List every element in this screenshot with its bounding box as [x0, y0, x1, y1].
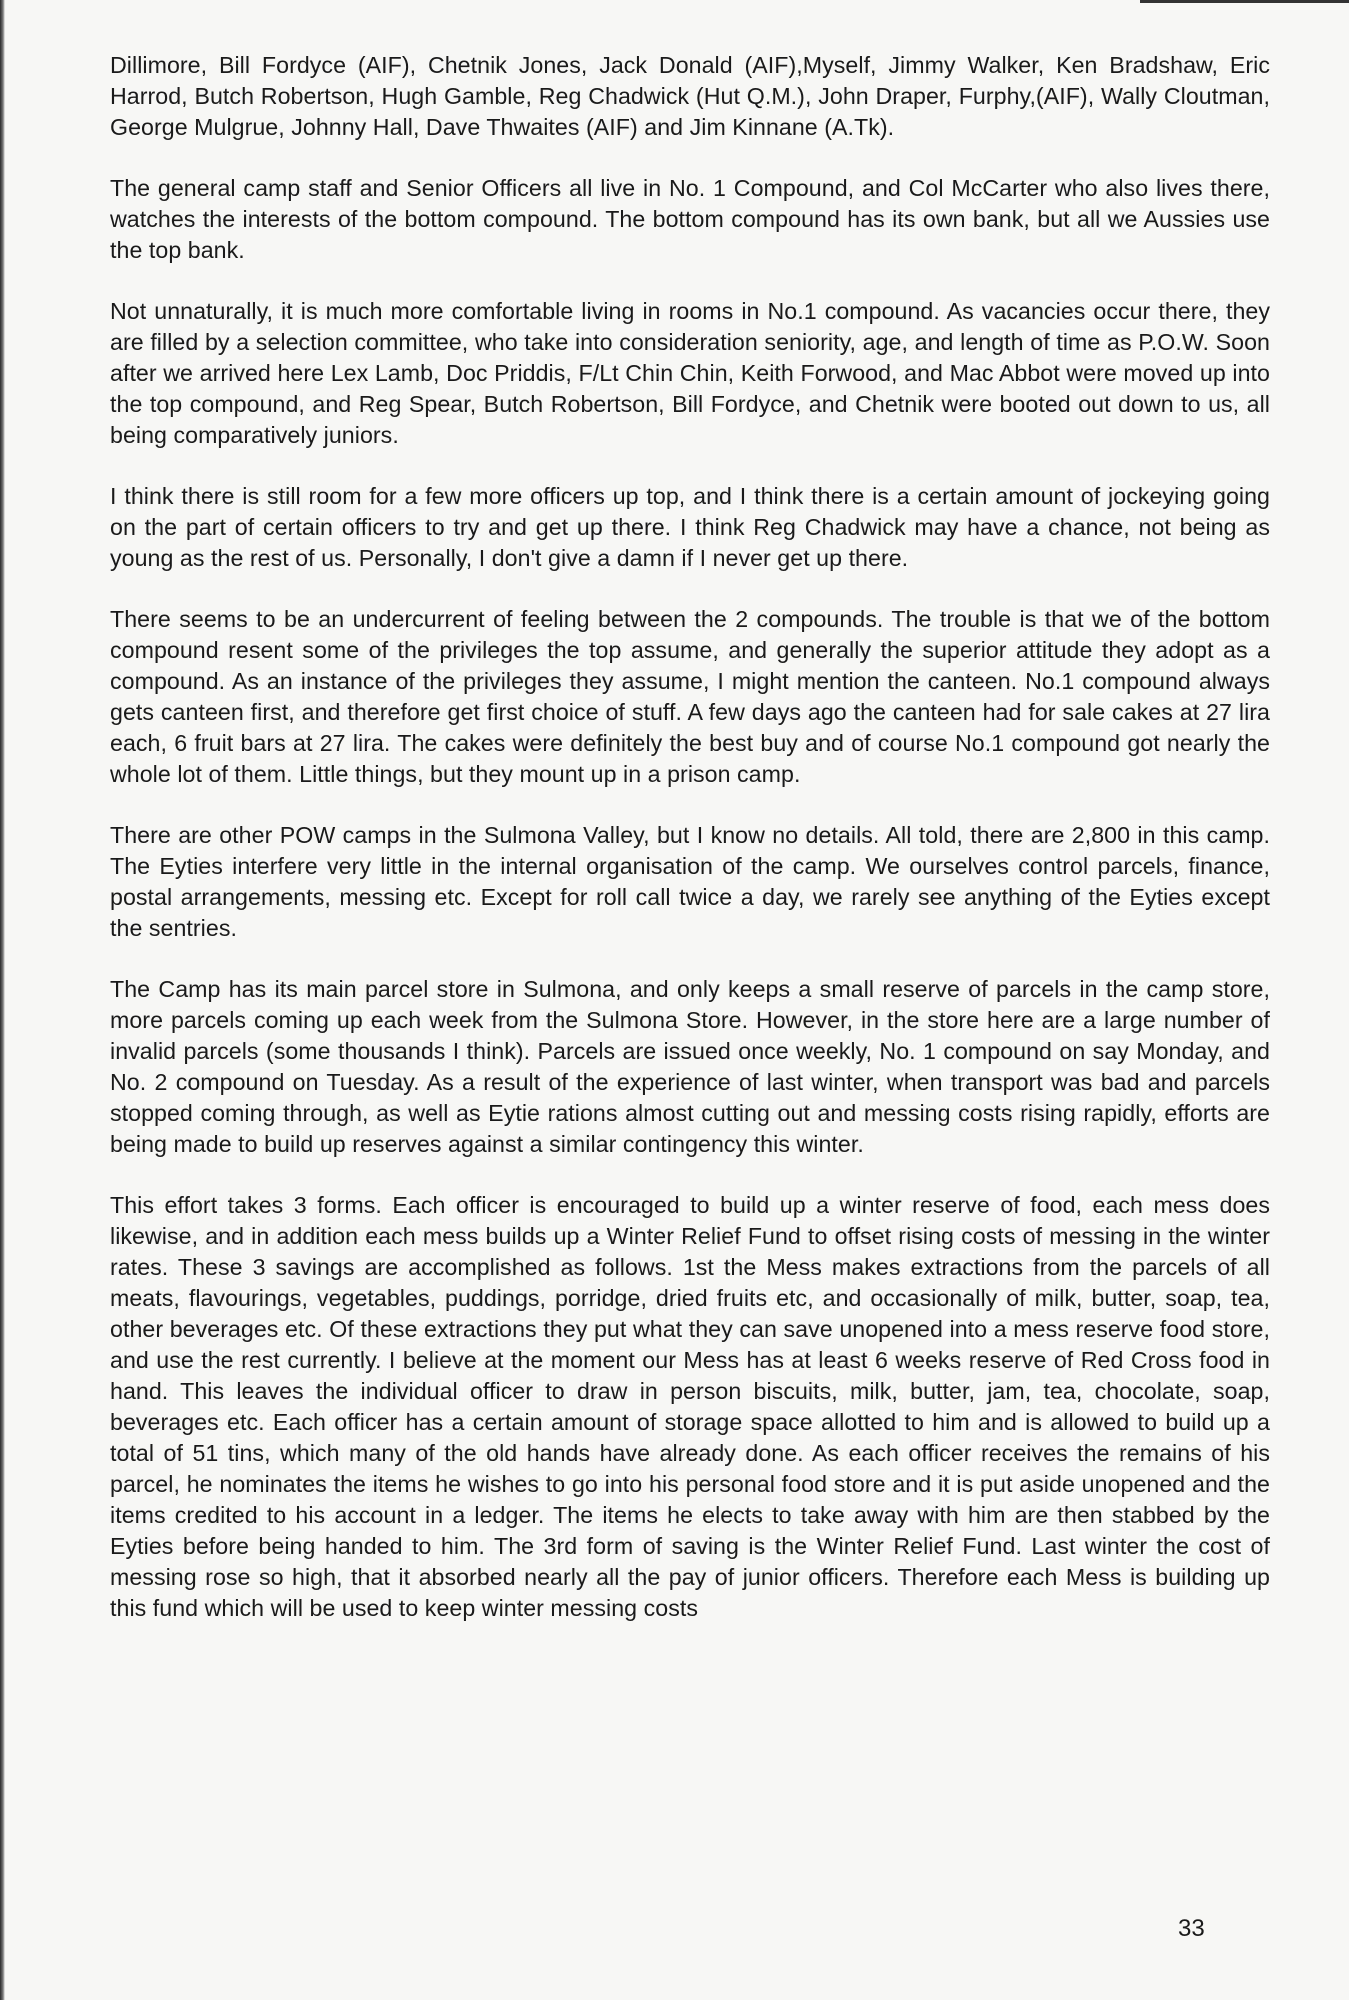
paragraph-compound-rooms: Not unnaturally, it is much more comfortable living in rooms in No.1 compound. As vacancies occur there, they are filled by a selection committee, who take into consideration seniority, age, and length of time as P.O.W. Soon after we arrived here Lex Lamb, Doc Priddis, F/Lt Chin Chin, Keith Forwood, and Mac Abbot were moved up into the top compound, and Reg Spear, Butch Robertson, Bill Fordyce, and Chetnik were booted out down to us, all being comparatively juniors. — [110, 298, 1270, 448]
paragraph-parcel-store: The Camp has its main parcel store in Sulmona, and only keeps a small reserve of parcels in the camp store, more parcels coming up each week from the Sulmona Store. However, in the store here are a large number of invalid parcels (some thousands I think). Parcels are issued once weekly, No. 1 compound on say Monday, and No. 2 compound on Tuesday. As a result of the experience of last winter, when transport was bad and parcels stopped coming through, as well as Eytie rations almost cutting out and messing costs rising rapidly, efforts are being made to build up reserves against a similar contingency this winter. — [110, 976, 1270, 1157]
paragraph-three-forms: This effort takes 3 forms. Each officer is encouraged to build up a winter reserve of food, each mess does likewise, and in addition each mess builds up a Winter Relief Fund to offset rising costs of messing in the winter rates. These 3 savings are accomplished as follows. 1st the Mess makes extractions from the parcels of all meats, flavourings, vegetables, puddings, porridge, dried fruits etc, and occasionally of milk, butter, soap, tea, other beverages etc. Of these extractions they put what they can save unopened into a mess reserve food store, and use the rest currently. I believe at the moment our Mess has at least 6 weeks reserve of Red Cross food in hand. This leaves the individual officer to draw in person biscuits, milk, butter, jam, tea, chocolate, soap, beverages etc. Each officer has a certain amount of storage space allotted to him and is allowed to build up a total of 51 tins, which many of the old hands have already done. As each officer receives the remains of his parcel, he nominates the items he wishes to go into his personal food store and it is put aside unopened and the items credited to his account in a ledger. The items he elects to take away with him are then stabbed by the Eyties before being handed to him. The 3rd form of saving is the Winter Relief Fund. Last winter the cost of messing rose so high, that it absorbed nearly all the pay of junior officers. Therefore each Mess is building up this fund which will be used to keep winter messing costs — [110, 1192, 1270, 1621]
paragraph-room-up-top: I think there is still room for a few more officers up top, and I think there is a certain amount of jockeying going on the part of certain officers to try and get up there. I think Reg Chadwick may have a chance, not being as young as the rest of us. Personally, I don't give a damn if I never get up there. — [110, 483, 1270, 571]
paragraph-undercurrent: There seems to be an undercurrent of feeling between the 2 compounds. The trouble is that we of the bottom compound resent some of the privileges the top assume, and generally the superior attitude they adopt as a compound. As an instance of the privileges they assume, I might mention the canteen. No.1 compound always gets canteen first, and therefore get first choice of stuff. A few days ago the canteen had for sale cakes at 27 lira each, 6 fruit bars at 27 lira. The cakes were definitely the best buy and of course No.1 compound got nearly the whole lot of them. Little things, but they mount up in a prison camp. — [110, 606, 1270, 787]
paragraph-officer-list: Dillimore, Bill Fordyce (AIF), Chetnik Jones, Jack Donald (AIF),Myself, Jimmy Walker, Ken Bradshaw, Eric Harrod, Butch Robertson, Hugh Gamble, Reg Chadwick (Hut Q.M.), John Draper, Furphy,(AIF), Wally Cloutman, George Mulgrue, Johnny Hall, Dave Thwaites (AIF) and Jim Kinnane (A.Tk). — [110, 52, 1270, 140]
page-top-mark — [1140, 0, 1349, 3]
paragraph-camp-staff: The general camp staff and Senior Officers all live in No. 1 Compound, and Col McCarter who also lives there, watches the interests of the bottom compound. The bottom compound has its own bank, but all we Aussies use the top bank. — [110, 175, 1270, 263]
page-number: 33 — [1178, 1915, 1205, 1942]
page-edge-shadow — [0, 0, 5, 2000]
document-body — [110, 50, 1270, 1654]
paragraph-other-camps: There are other POW camps in the Sulmona Valley, but I know no details. All told, there are 2,800 in this camp. The Eyties interfere very little in the internal organisation of the camp. We ourselves control parcels, finance, postal arrangements, messing etc. Except for roll call twice a day, we rarely see anything of the Eyties except the sentries. — [110, 822, 1270, 941]
